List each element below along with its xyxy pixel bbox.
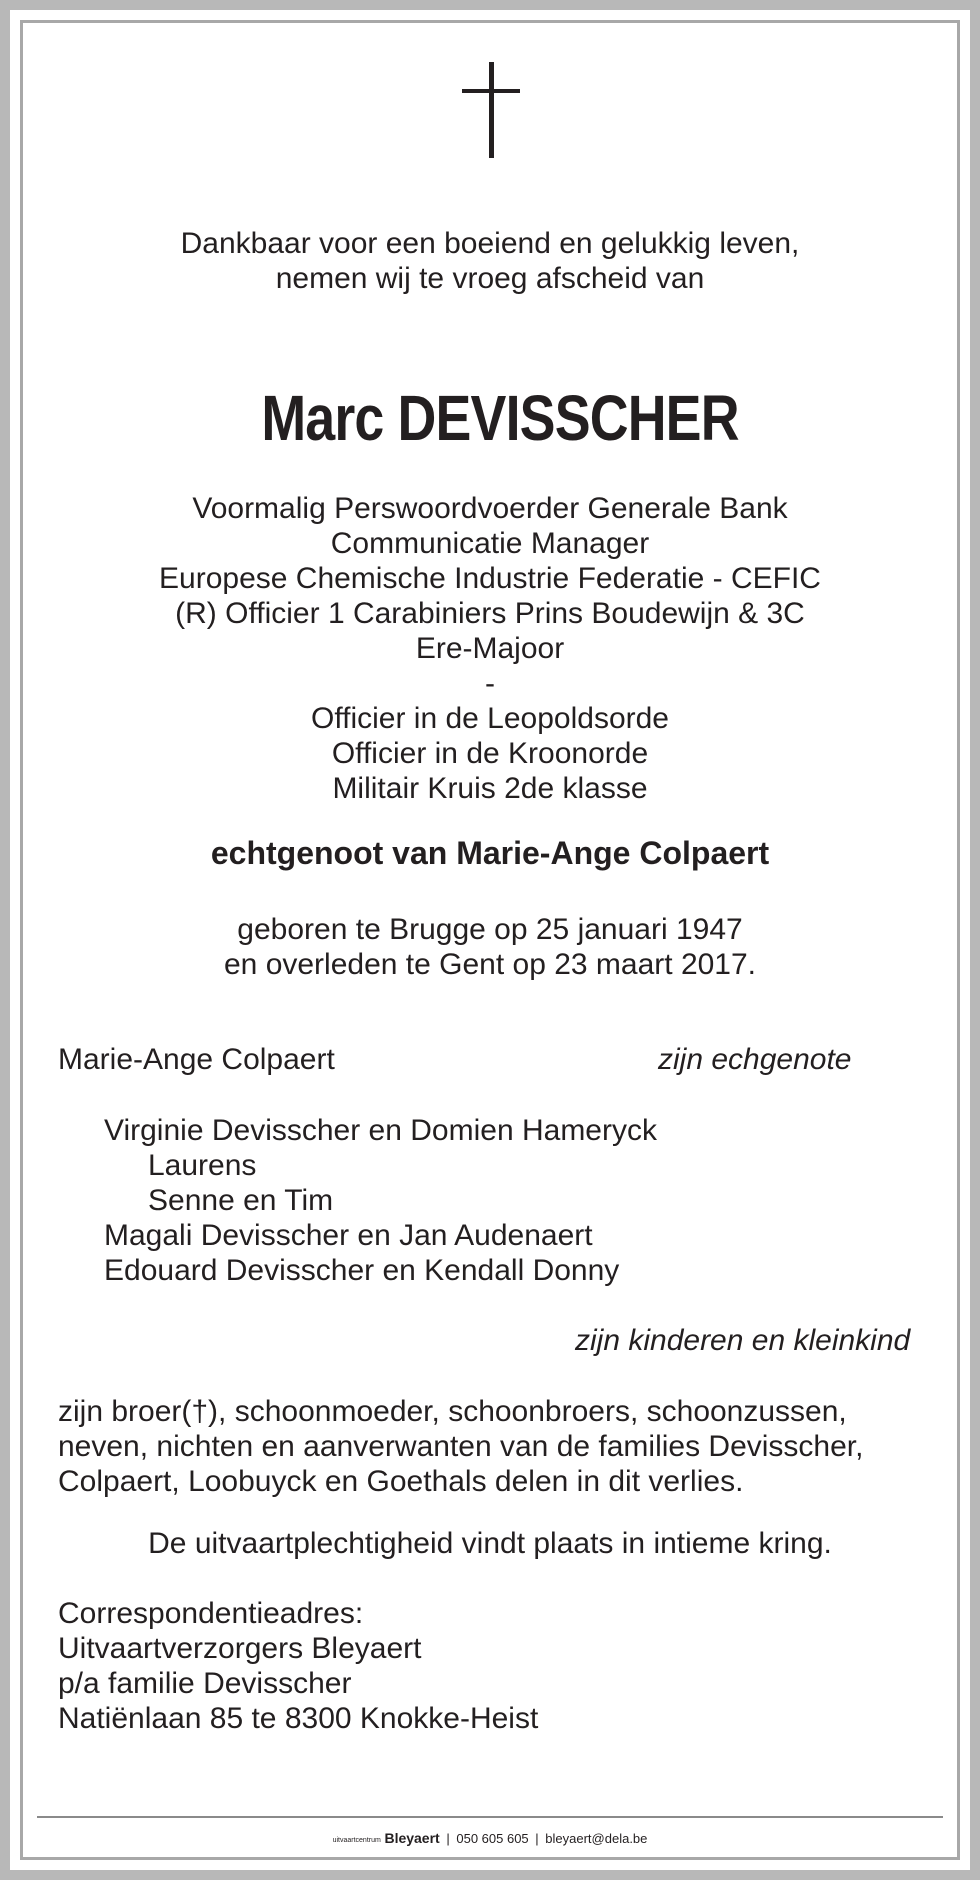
title-line: Officier in de Kroonorde — [331, 737, 649, 770]
footer — [40, 1830, 940, 1849]
spouse-role: zijn echgenote — [658, 1043, 852, 1076]
grandchild-line: Senne en Tim — [148, 1184, 334, 1217]
spouse-name: Marie-Ange Colpaert — [58, 1043, 335, 1076]
title-line: (R) Officier 1 Carabiniers Prins Boudewijn & 3C — [175, 597, 805, 630]
footer-prefix: uitvaartcentrum — [332, 1837, 381, 1844]
correspondence-line: Uitvaartverzorgers Bleyaert — [58, 1632, 422, 1665]
grandchild-line: Laurens — [148, 1149, 257, 1182]
correspondence-address: Natiënlaan 85 te 8300 Knokke-Heist — [58, 1702, 539, 1735]
footer-email: bleyaert@dela.be — [545, 1831, 648, 1846]
death-line: en overleden te Gent op 23 maart 2017. — [223, 948, 757, 981]
footer-brand-logo: Bleyaert — [384, 1830, 440, 1846]
title-line: Communicatie Manager — [330, 527, 650, 560]
title-line: Militair Kruis 2de klasse — [332, 772, 648, 805]
birth-line: geboren te Brugge op 25 januari 1947 — [237, 913, 743, 946]
footer-separator: | — [446, 1831, 450, 1846]
child-line: Edouard Devisscher en Kendall Donny — [104, 1254, 620, 1287]
spouse-line: echtgenoot van Marie-Ange Colpaert — [210, 835, 770, 871]
deceased-name: Marc DEVISSCHER — [261, 382, 739, 454]
title-line: Officier in de Leopoldsorde — [310, 702, 669, 735]
footer-phone: 050 605 605 — [456, 1831, 529, 1846]
intro-line-2: nemen wij te vroeg afscheid van — [275, 262, 705, 295]
title-line: Europese Chemische Industrie Federatie - CEFIC — [159, 562, 821, 595]
intro-line-1: Dankbaar voor een boeiend en gelukkig leven, — [180, 227, 800, 260]
child-line: Virginie Devisscher en Domien Hameryck — [104, 1114, 657, 1147]
children-role: zijn kinderen en kleinkind — [575, 1324, 911, 1357]
ceremony-line: De uitvaartplechtigheid vindt plaats in intieme kring. — [148, 1527, 832, 1560]
relatives-line: zijn broer(†), schoonmoeder, schoonbroers, schoonzussen, — [58, 1395, 847, 1428]
relatives-line: neven, nichten en aanverwanten van de families Devisscher, — [58, 1430, 864, 1463]
title-line: Voormalig Perswoordvoerder Generale Bank — [192, 492, 788, 525]
title-line: Ere-Majoor — [415, 632, 565, 665]
title-separator: - — [485, 667, 495, 700]
correspondence-line: p/a familie Devisscher — [58, 1667, 352, 1700]
footer-separator: | — [535, 1831, 539, 1846]
correspondence-heading: Correspondentieadres: — [58, 1597, 364, 1630]
cross-icon — [462, 62, 520, 158]
relatives-line: Colpaert, Loobuyck en Goethals delen in dit verlies. — [58, 1465, 744, 1498]
footer-divider — [37, 1816, 943, 1818]
child-line: Magali Devisscher en Jan Audenaert — [104, 1219, 593, 1252]
